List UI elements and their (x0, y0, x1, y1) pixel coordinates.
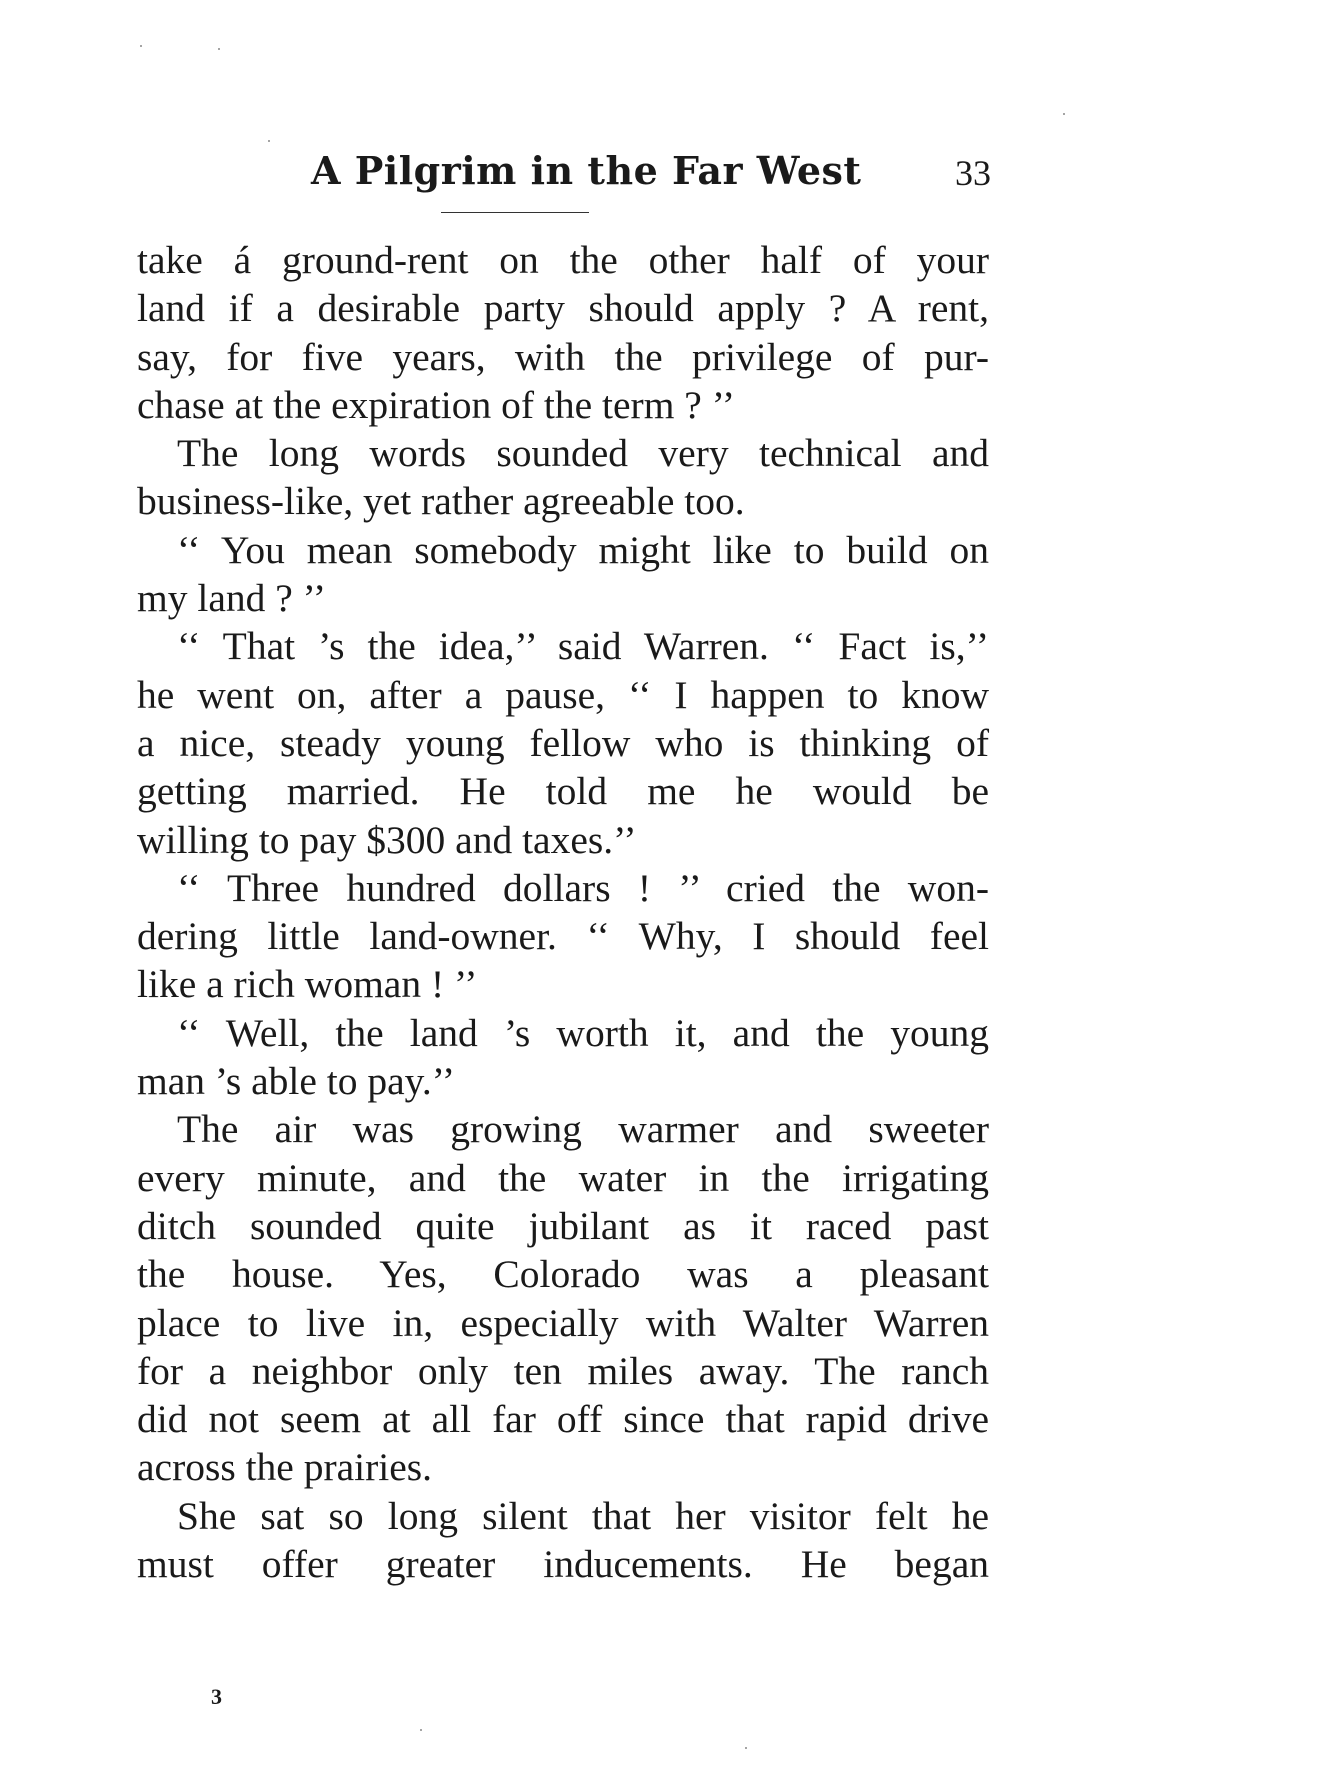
text-line: ‘‘ Well, the land ’s worth it, and the young (177, 1010, 989, 1055)
running-header (136, 148, 991, 198)
text-line: The air was growing warmer and sweeter (177, 1107, 989, 1152)
paper-speck (140, 45, 142, 47)
page-number: 33 (955, 153, 991, 193)
signature-mark: 3 (211, 1684, 222, 1709)
text-line: ditch sounded quite jubilant as it raced past (137, 1203, 989, 1248)
text-line: take á ground-rent on the other half of your (137, 238, 989, 282)
paper-speck (420, 1729, 422, 1731)
text-line: did not seem at all far off since that rapid drive (137, 1397, 989, 1442)
text-line: man ’s able to pay.’’ (137, 1059, 456, 1104)
text-line: must offer greater inducements. He began (137, 1542, 989, 1587)
text-line: the house. Yes, Colorado was a pleasant (137, 1252, 989, 1297)
text-line: for a neighbor only ten miles away. The ranch (137, 1348, 989, 1393)
paper-speck (745, 1747, 747, 1749)
text-line: ‘‘ That ’s the idea,’’ said Warren. ‘‘ Fact is,’’ (177, 624, 989, 669)
text-line: across the prairies. (137, 1445, 433, 1490)
paper-speck (1063, 113, 1065, 115)
text-line: dering little land-owner. ‘‘ Why, I should feel (137, 914, 989, 959)
text-line: a nice, steady young fellow who is thinking of (137, 720, 989, 765)
text-line: he went on, after a pause, ‘‘ I happen to know (137, 672, 989, 717)
text-line: willing to pay $300 and taxes.’’ (137, 817, 637, 862)
text-line: land if a desirable party should apply ? A rent, (137, 286, 989, 331)
text-line: ‘‘ You mean somebody might like to build on (177, 527, 989, 572)
text-line: like a rich woman ! ’’ (137, 962, 478, 1007)
paper-speck (218, 48, 220, 50)
running-title: A Pilgrim in the Far West (311, 148, 862, 193)
paper-speck (268, 140, 270, 142)
text-line: my land ? ’’ (137, 576, 327, 621)
text-line: place to live in, especially with Walter Warren (137, 1300, 989, 1345)
text-line: She sat so long silent that her visitor felt he (177, 1493, 989, 1538)
text-line: chase at the expiration of the term ? ’’ (137, 382, 736, 427)
text-line: ‘‘ Three hundred dollars ! ’’ cried the won- (177, 865, 989, 910)
body-text (137, 236, 989, 1588)
header-rule (441, 212, 589, 213)
text-line: business-like, yet rather agreeable too. (137, 479, 745, 524)
text-line: getting married. He told me he would be (137, 769, 989, 814)
text-line: every minute, and the water in the irrigating (137, 1155, 989, 1200)
text-line: say, for five years, with the privilege of pur- (137, 334, 989, 379)
text-line: The long words sounded very technical and (177, 431, 989, 476)
